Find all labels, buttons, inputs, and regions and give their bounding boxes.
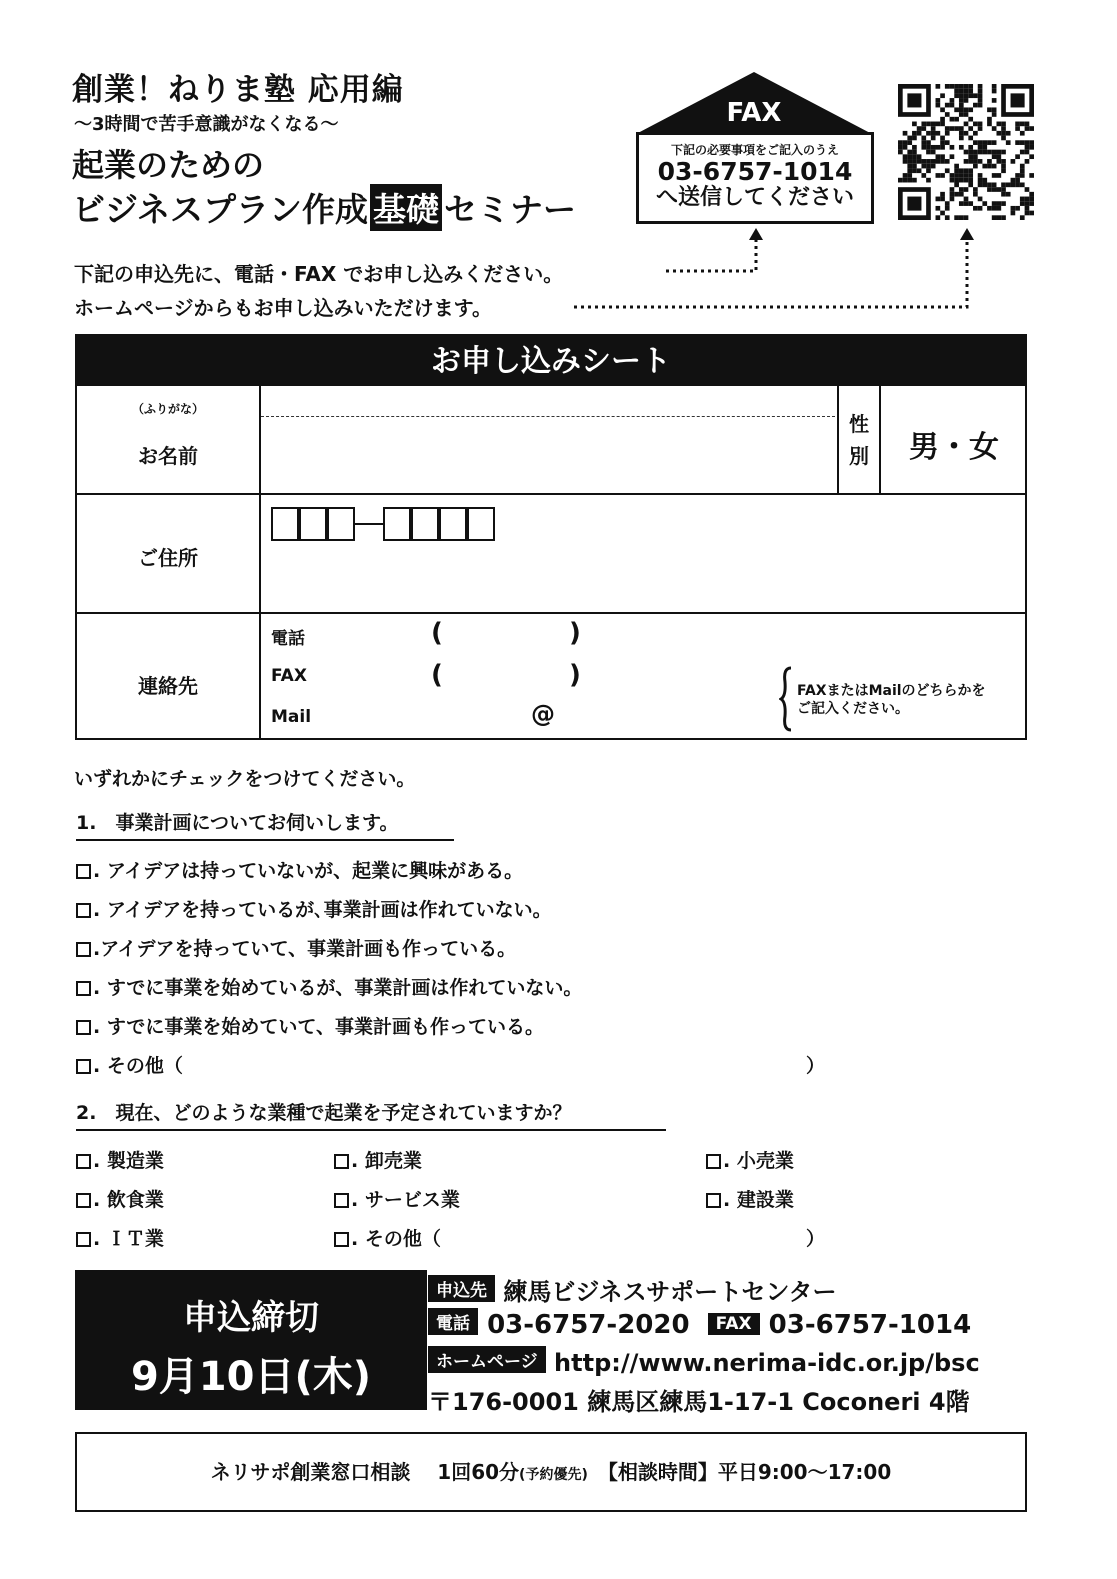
checkbox-icon[interactable] [76, 864, 91, 879]
option-label: . ＩＴ業 [93, 1228, 164, 1250]
fax-number: 03-6757-1014 [657, 157, 853, 186]
checkbox-icon[interactable] [334, 1232, 349, 1247]
consultation-text: ネリサポ創業窓口相談 1回60分 [210, 1460, 520, 1484]
address-text: 〒176-0001 練馬区練馬1-17-1 Coconeri 4階 [428, 1388, 970, 1416]
checkbox-icon[interactable] [76, 1193, 91, 1208]
homepage-tag: ホームページ [428, 1346, 546, 1373]
q1-option[interactable] [76, 856, 523, 883]
contact-label: 連絡先 [138, 674, 198, 698]
paren-close: ) [569, 660, 581, 690]
apply-tag: 申込先 [428, 1275, 495, 1302]
deadline-date: 9月10日(木) [130, 1354, 372, 1400]
organization-row [428, 1272, 836, 1307]
checkbox-icon[interactable] [76, 1232, 91, 1247]
consultation-hours: 【相談時間】平日9:00～17:00 [587, 1460, 892, 1484]
question-1-title: 1. 事業計画についてお伺いします。 [76, 808, 454, 841]
deadline-box [75, 1270, 427, 1410]
checkbox-icon[interactable] [706, 1193, 721, 1208]
postal-code-box[interactable] [383, 507, 411, 541]
seminar-title-line1: 起業のための [72, 146, 265, 184]
divider [77, 612, 1027, 614]
contact-note-line: ご記入ください。 [797, 701, 909, 717]
option-label: . アイデアを持っているが､事業計画は作れていない。 [93, 899, 552, 921]
q2-option[interactable] [334, 1185, 460, 1212]
option-label: . すでに事業を始めているが、事業計画は作れていない。 [93, 977, 583, 999]
q2-option[interactable] [334, 1146, 422, 1173]
paren-open: ( [431, 618, 443, 648]
question-2-title: 2. 現在、どのような業種で起業を予定されていますか？ [76, 1098, 666, 1131]
homepage-row [428, 1346, 980, 1377]
gender-label: 別 [849, 444, 869, 468]
option-label: . 飲食業 [93, 1189, 164, 1211]
q2-option[interactable] [76, 1185, 164, 1212]
option-label: . 小売業 [723, 1150, 794, 1172]
option-label: . サービス業 [351, 1189, 460, 1211]
seminar-series-title: 創業！ねりま塾 応用編 [72, 72, 404, 108]
q2-option[interactable] [706, 1185, 794, 1212]
checkbox-icon[interactable] [76, 981, 91, 996]
option-label: . その他（ [351, 1228, 441, 1250]
furigana-field[interactable] [263, 390, 833, 414]
q2-option-other[interactable] [334, 1224, 441, 1251]
intro-line-1: 下記の申込先に、電話・FAX でお申し込みください。 [74, 262, 564, 286]
q1-option[interactable] [76, 895, 552, 922]
postal-code-box[interactable] [271, 507, 299, 541]
option-label: . 卸売業 [351, 1150, 422, 1172]
checkbox-icon[interactable] [76, 942, 91, 957]
fax-label: FAX [726, 98, 782, 128]
contact-note [797, 682, 986, 718]
other-close-paren: ） [806, 1228, 826, 1250]
q2-option[interactable] [76, 1146, 164, 1173]
consultation-box [75, 1432, 1027, 1512]
contact-note-line: FAXまたはMailのどちらかを [797, 683, 986, 699]
address-field[interactable] [263, 548, 1023, 608]
title-part: ビジネスプラン作成 [72, 190, 369, 229]
deadline-label: 申込締切 [183, 1298, 319, 1338]
postal-code-box[interactable] [439, 507, 467, 541]
furigana-label: （ふりがな） [131, 402, 204, 416]
option-label: . その他（ [93, 1055, 183, 1077]
paren-close: ) [569, 618, 581, 648]
postal-code-hyphen [355, 523, 383, 525]
checkbox-icon[interactable] [334, 1193, 349, 1208]
postal-code-box[interactable] [299, 507, 327, 541]
tel-tag: 電話 [428, 1308, 478, 1335]
seminar-tagline: ～3時間で苦手意識がなくなる～ [74, 114, 339, 135]
q2-option[interactable] [76, 1224, 164, 1251]
contact-fields[interactable] [327, 622, 777, 732]
brace-icon [779, 666, 795, 732]
application-sheet-title: お申し込みシート [77, 336, 1025, 386]
gender-options[interactable]: 男・女 [909, 430, 999, 465]
option-label: . 製造業 [93, 1150, 164, 1172]
application-sheet [75, 334, 1027, 740]
fax-tag: FAX [708, 1313, 760, 1335]
phone-label: 電話 [271, 629, 305, 649]
furigana-divider [261, 416, 835, 417]
checkbox-icon[interactable] [76, 1154, 91, 1169]
intro-line-2: ホームページからもお申し込みいただけます。 [74, 296, 492, 320]
other-close-paren: ） [806, 1055, 826, 1077]
option-label: .アイデアを持っていて、事業計画も作っている。 [93, 938, 517, 960]
check-instructions: いずれかにチェックをつけてください。 [74, 768, 416, 790]
postal-code-box[interactable] [467, 507, 495, 541]
checkbox-icon[interactable] [76, 1059, 91, 1074]
postal-code-box[interactable] [327, 507, 355, 541]
q1-option[interactable] [76, 934, 516, 961]
fax-field-label: FAX [271, 666, 307, 686]
checkbox-icon[interactable] [334, 1154, 349, 1169]
checkbox-icon[interactable] [76, 903, 91, 918]
q1-option-other[interactable] [76, 1051, 183, 1078]
homepage-link[interactable]: http://www.nerima-idc.or.jp/bsc [554, 1349, 980, 1377]
checkbox-icon[interactable] [76, 1020, 91, 1035]
title-boxed-word: 基礎 [370, 184, 442, 231]
consultation-note: (予約優先) [519, 1467, 588, 1483]
name-field[interactable] [263, 420, 833, 490]
mail-label: Mail [271, 707, 312, 727]
paren-open: ( [431, 660, 443, 690]
organization-name: 練馬ビジネスサポートセンター [503, 1278, 837, 1306]
address-label: ご住所 [138, 546, 198, 570]
q1-option[interactable] [76, 1012, 544, 1039]
name-label: お名前 [138, 444, 198, 468]
phone-number[interactable]: 03-6757-2020 [487, 1310, 690, 1340]
checkbox-icon[interactable] [706, 1154, 721, 1169]
divider [259, 386, 261, 740]
q2-option[interactable] [706, 1146, 794, 1173]
fax-number-footer[interactable]: 03-6757-1014 [768, 1310, 972, 1340]
fax-send-text: へ送信してください [655, 185, 854, 210]
fax-note: 下記の必要事項をご記入のうえ [670, 143, 839, 157]
q1-option[interactable] [76, 973, 582, 1000]
at-sign: @ [531, 700, 555, 728]
option-label: . 建設業 [723, 1189, 794, 1211]
option-label: . アイデアは持っていないが、起業に興味がある。 [93, 860, 524, 882]
gender-label: 性 [849, 412, 869, 436]
postal-code-box[interactable] [411, 507, 439, 541]
phone-row [428, 1308, 971, 1340]
title-part: セミナー [444, 190, 577, 229]
option-label: . すでに事業を始めていて、事業計画も作っている。 [93, 1016, 545, 1038]
divider [77, 493, 1027, 495]
